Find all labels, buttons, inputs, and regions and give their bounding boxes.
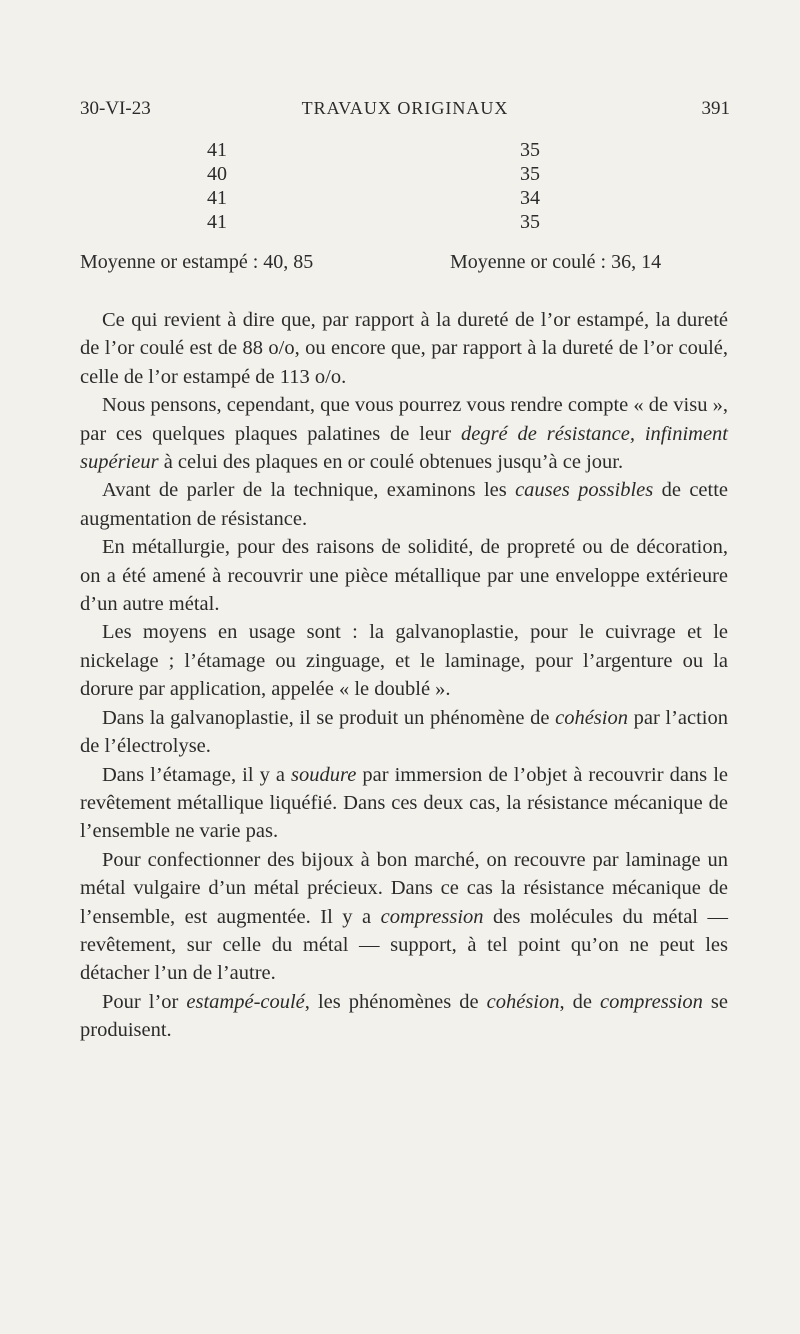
page-number: 391 (701, 98, 730, 119)
paragraph-text: Ce qui revient à dire que, par rapport à la dureté de l’or estampé, la dureté de l’or coulé est de 88 o/o, ou encore que, par rapport à la dureté de l’or coulé, celle de l’or estampé de 113 o/o. (80, 309, 728, 388)
paragraph-text: , les phénomènes de (304, 990, 487, 1013)
paragraph-text: Nous pensons, cependant, que vous pourrez vous rendre compte « de visu », par ces quelques plaques palatines de leur (80, 394, 728, 445)
emphasis-text: compression (600, 990, 703, 1013)
paragraph-text: se produisent. (80, 990, 729, 1042)
emphasis-text: compression (380, 905, 484, 928)
coule-value: 35 (520, 163, 540, 185)
paragraph-text: Avant de parler de la technique, examinons les (102, 479, 516, 502)
coule-average: Moyenne or coulé : 36, 14 (450, 251, 662, 273)
paragraph (80, 391, 728, 476)
emphasis-text: cohésion (555, 706, 628, 729)
running-header (80, 98, 730, 126)
emphasis-text: estampé-coulé (186, 990, 305, 1013)
coule-value: 35 (520, 211, 540, 233)
paragraph-text: à celui des plaques en or coulé obtenues jusqu’à ce jour. (158, 451, 624, 474)
coule-value: 34 (520, 187, 540, 209)
estampe-average: Moyenne or estampé : 40, 85 (80, 251, 314, 273)
paragraph (80, 618, 728, 703)
paragraph-text: Les moyens en usage sont : la galvanoplastie, pour le cuivrage et le nickelage ; l’étamage ou zinguage, et le laminage, pour l’argenture ou la dorure par application, appelée « le doublé ». (80, 621, 728, 701)
hardness-measurements (80, 138, 730, 288)
header-date: 30-VI-23 (80, 98, 151, 119)
coule-value: 35 (520, 139, 540, 161)
estampe-value: 41 (207, 187, 227, 209)
coule-values-list (520, 138, 540, 234)
paragraph (80, 533, 728, 618)
paragraph-text: Dans l’étamage, il y a (102, 763, 292, 786)
paragraph-text: Dans la galvanoplastie, il se produit un phénomène de (102, 706, 556, 729)
emphasis-text: causes possibles (515, 479, 654, 502)
paragraph-text: des molécules du métal — revêtement, sur celle du métal — support, à tel point qu’on ne peut les détacher l’un de l’autre. (80, 905, 728, 985)
estampe-value: 41 (207, 139, 227, 161)
estampe-values-list (207, 138, 227, 234)
emphasis-text: soudure (291, 763, 357, 786)
paragraph (80, 846, 728, 988)
paragraph-text: Pour confectionner des bijoux à bon marché, on recouvre par laminage un métal vulgaire d’un métal précieux. Dans ce cas la résistance mécanique de l’ensemble, est augmentée. Il y a (80, 848, 728, 928)
paragraph-text: par immersion de l’objet à recouvrir dans le revêtement métallique liquéfié. Dans ces deux cas, la résistance mécanique de l’ensemble ne varie pas. (80, 763, 728, 843)
paragraph-text: En métallurgie, pour des raisons de solidité, de propreté ou de décoration, on a été amené à recouvrir une pièce métallique par une enveloppe extérieure d’un autre métal. (80, 536, 728, 616)
paragraph (80, 704, 728, 761)
header-section-title: TRAVAUX ORIGINAUX (301, 98, 509, 118)
body-text (80, 306, 728, 1045)
paragraph-text: de cette augmentation de résistance. (80, 479, 729, 530)
estampe-value: 40 (207, 163, 227, 185)
emphasis-text: cohésion (486, 990, 560, 1013)
paragraph-text: Pour l’or (102, 990, 187, 1013)
paragraph-text: par l’action de l’électrolyse. (80, 706, 728, 758)
paragraph (80, 306, 728, 391)
paragraph-text: , de (559, 990, 601, 1013)
paragraph (80, 761, 728, 846)
emphasis-text: degré de résistance, infiniment supérieur (80, 422, 728, 474)
paragraph (80, 476, 728, 533)
estampe-value: 41 (207, 211, 227, 233)
paragraph (80, 988, 728, 1045)
